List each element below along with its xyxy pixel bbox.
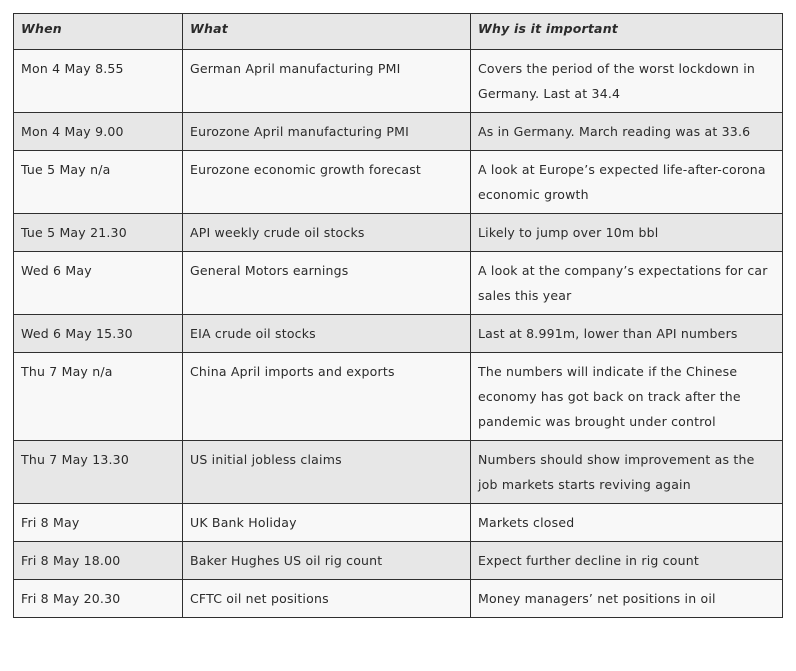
cell-why: Markets closed bbox=[471, 504, 783, 542]
cell-what: Eurozone economic growth forecast bbox=[183, 151, 471, 214]
table-row bbox=[14, 542, 783, 580]
cell-what: UK Bank Holiday bbox=[183, 504, 471, 542]
cell-when: Thu 7 May 13.30 bbox=[14, 441, 183, 504]
table-row bbox=[14, 315, 783, 353]
table-row bbox=[14, 353, 783, 441]
table-row bbox=[14, 151, 783, 214]
cell-when: Fri 8 May 20.30 bbox=[14, 580, 183, 618]
cell-why: As in Germany. March reading was at 33.6 bbox=[471, 113, 783, 151]
cell-why: Expect further decline in rig count bbox=[471, 542, 783, 580]
header-what: What bbox=[183, 14, 471, 50]
cell-what: API weekly crude oil stocks bbox=[183, 214, 471, 252]
cell-why: Last at 8.991m, lower than API numbers bbox=[471, 315, 783, 353]
events-calendar bbox=[13, 13, 783, 618]
cell-what: China April imports and exports bbox=[183, 353, 471, 441]
table-row bbox=[14, 580, 783, 618]
cell-when: Mon 4 May 8.55 bbox=[14, 50, 183, 113]
table-header-row bbox=[14, 14, 783, 50]
cell-what: US initial jobless claims bbox=[183, 441, 471, 504]
cell-why: A look at Europe’s expected life-after-corona economic growth bbox=[471, 151, 783, 214]
cell-when: Tue 5 May 21.30 bbox=[14, 214, 183, 252]
cell-what: General Motors earnings bbox=[183, 252, 471, 315]
cell-why: The numbers will indicate if the Chinese economy has got back on track after the pandemic was brought under control bbox=[471, 353, 783, 441]
cell-when: Wed 6 May 15.30 bbox=[14, 315, 183, 353]
header-why: Why is it important bbox=[471, 14, 783, 50]
cell-when: Mon 4 May 9.00 bbox=[14, 113, 183, 151]
cell-when: Fri 8 May bbox=[14, 504, 183, 542]
cell-what: German April manufacturing PMI bbox=[183, 50, 471, 113]
cell-what: CFTC oil net positions bbox=[183, 580, 471, 618]
cell-when: Wed 6 May bbox=[14, 252, 183, 315]
cell-when: Tue 5 May n/a bbox=[14, 151, 183, 214]
cell-why: Money managers’ net positions in oil bbox=[471, 580, 783, 618]
events-table bbox=[13, 13, 783, 618]
cell-when: Thu 7 May n/a bbox=[14, 353, 183, 441]
cell-why: A look at the company’s expectations for car sales this year bbox=[471, 252, 783, 315]
cell-why: Numbers should show improvement as the job markets starts reviving again bbox=[471, 441, 783, 504]
cell-when: Fri 8 May 18.00 bbox=[14, 542, 183, 580]
table-row bbox=[14, 113, 783, 151]
header-when: When bbox=[14, 14, 183, 50]
table-row bbox=[14, 252, 783, 315]
table-row bbox=[14, 504, 783, 542]
cell-why: Likely to jump over 10m bbl bbox=[471, 214, 783, 252]
table-row bbox=[14, 50, 783, 113]
table-row bbox=[14, 441, 783, 504]
cell-why: Covers the period of the worst lockdown in Germany. Last at 34.4 bbox=[471, 50, 783, 113]
cell-what: EIA crude oil stocks bbox=[183, 315, 471, 353]
cell-what: Eurozone April manufacturing PMI bbox=[183, 113, 471, 151]
cell-what: Baker Hughes US oil rig count bbox=[183, 542, 471, 580]
table-row bbox=[14, 214, 783, 252]
